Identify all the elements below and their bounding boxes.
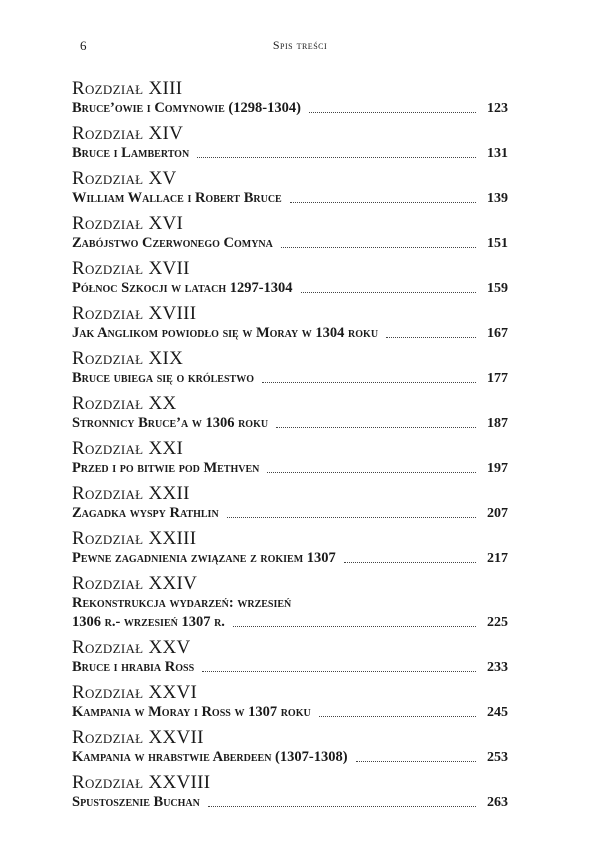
dot-leader — [309, 112, 476, 113]
chapter-title: Północ Szkocji w latach 1297-1304 — [72, 280, 293, 296]
page-ref: 151 — [487, 236, 508, 251]
title-row — [72, 279, 508, 298]
chapter-title: 1306 r.- wrzesień 1307 r. — [72, 614, 225, 630]
dot-leader — [386, 337, 476, 338]
chapter-title: Zagadka wyspy Rathlin — [72, 505, 219, 521]
chapter-title: Bruce i hrabia Ross — [72, 659, 195, 675]
page-ref: 253 — [487, 750, 508, 765]
title-row — [72, 793, 508, 812]
title-row — [72, 144, 508, 163]
dot-leader — [197, 157, 476, 158]
toc-entry[interactable] — [72, 393, 508, 433]
chapter-label: Rozdział XVII — [72, 258, 190, 279]
chapter-label: Rozdział XVI — [72, 213, 184, 234]
title-row — [72, 414, 508, 433]
dot-leader — [233, 626, 476, 627]
chapter-title: Stronnicy Bruce’a w 1306 roku — [72, 415, 269, 431]
dot-leader — [267, 472, 476, 473]
toc-entry[interactable] — [72, 123, 508, 163]
chapter-label: Rozdział XIX — [72, 348, 184, 369]
title-row — [72, 549, 508, 568]
toc-entry[interactable] — [72, 168, 508, 208]
page-ref: 139 — [487, 191, 508, 206]
dot-leader — [319, 716, 476, 717]
toc-entry[interactable] — [72, 637, 508, 677]
chapter-title: Spustoszenie Buchan — [72, 794, 200, 810]
chapter-title: Kampania w Moray i Ross w 1307 roku — [72, 704, 311, 720]
toc-entry[interactable] — [72, 303, 508, 343]
title-row — [72, 99, 508, 118]
dot-leader — [262, 382, 476, 383]
page-ref: 225 — [487, 615, 508, 630]
running-title: Spis treści — [272, 38, 328, 52]
chapter-title: Bruce ubiega się o królestwo — [72, 370, 254, 386]
dot-leader — [301, 292, 476, 293]
chapter-label: Rozdział XV — [72, 168, 177, 189]
page-ref: 123 — [487, 101, 508, 116]
toc-entry[interactable] — [72, 483, 508, 523]
chapter-title: Zabójstwo Czerwonego Comyna — [72, 235, 273, 251]
toc-entry[interactable] — [72, 258, 508, 298]
dot-leader — [276, 427, 476, 428]
title-row — [72, 703, 508, 722]
toc-entry[interactable] — [72, 348, 508, 388]
chapter-title: Kampania w hrabstwie Aberdeen (1307-1308) — [72, 749, 348, 765]
toc-entry[interactable] — [72, 772, 508, 812]
table-of-contents — [72, 78, 508, 817]
page-ref: 245 — [487, 705, 508, 720]
dot-leader — [356, 761, 476, 762]
dot-leader — [290, 202, 476, 203]
chapter-label: Rozdział XVIII — [72, 303, 197, 324]
dot-leader — [202, 671, 476, 672]
page-number: 6 — [80, 38, 87, 53]
dot-leader — [344, 562, 476, 563]
toc-entry[interactable] — [72, 727, 508, 767]
title-row — [72, 658, 508, 677]
page-header — [0, 38, 600, 58]
title-row — [72, 748, 508, 767]
title-row — [72, 234, 508, 253]
title-row — [72, 189, 508, 208]
page-ref: 131 — [487, 146, 508, 161]
title-row — [72, 504, 508, 523]
chapter-label: Rozdział XXVII — [72, 727, 204, 748]
chapter-label: Rozdział XXI — [72, 438, 184, 459]
page-ref: 177 — [487, 371, 508, 386]
chapter-label: Rozdział XXVI — [72, 682, 198, 703]
title-row — [72, 459, 508, 478]
page-ref: 217 — [487, 551, 508, 566]
toc-entry[interactable] — [72, 78, 508, 118]
chapter-label: Rozdział XIII — [72, 78, 183, 99]
chapter-label: Rozdział XXIII — [72, 528, 197, 549]
chapter-title: Jak Anglikom powiodło się w Moray w 1304 roku — [72, 325, 379, 341]
page-ref: 197 — [487, 461, 508, 476]
page-ref: 159 — [487, 281, 508, 296]
toc-entry[interactable] — [72, 213, 508, 253]
page-ref: 187 — [487, 416, 508, 431]
toc-entry[interactable] — [72, 573, 508, 632]
toc-entry[interactable] — [72, 682, 508, 722]
page-ref: 207 — [487, 506, 508, 521]
toc-entry[interactable] — [72, 528, 508, 568]
chapter-title-line1: Rekonstrukcja wydarzeń: wrzesień — [72, 595, 292, 611]
dot-leader — [208, 806, 476, 807]
chapter-label: Rozdział XXIV — [72, 573, 198, 594]
title-row — [72, 324, 508, 343]
toc-entry[interactable] — [72, 438, 508, 478]
dot-leader — [281, 247, 476, 248]
chapter-label: Rozdział XXV — [72, 637, 191, 658]
chapter-label: Rozdział XXVIII — [72, 772, 211, 793]
page-ref: 233 — [487, 660, 508, 675]
chapter-label: Rozdział XIV — [72, 123, 184, 144]
chapter-title: Przed i po bitwie pod Methven — [72, 460, 260, 476]
page-ref: 263 — [487, 795, 508, 810]
chapter-title: Bruce i Lamberton — [72, 145, 190, 161]
chapter-title: Bruce’owie i Comynowie (1298-1304) — [72, 100, 301, 116]
page-ref: 167 — [487, 326, 508, 341]
dot-leader — [227, 517, 476, 518]
chapter-label: Rozdział XXII — [72, 483, 190, 504]
chapter-title: William Wallace i Robert Bruce — [72, 190, 282, 206]
title-row — [72, 613, 508, 632]
title-row — [72, 369, 508, 388]
chapter-label: Rozdział XX — [72, 393, 177, 414]
chapter-title: Pewne zagadnienia związane z rokiem 1307 — [72, 550, 336, 566]
